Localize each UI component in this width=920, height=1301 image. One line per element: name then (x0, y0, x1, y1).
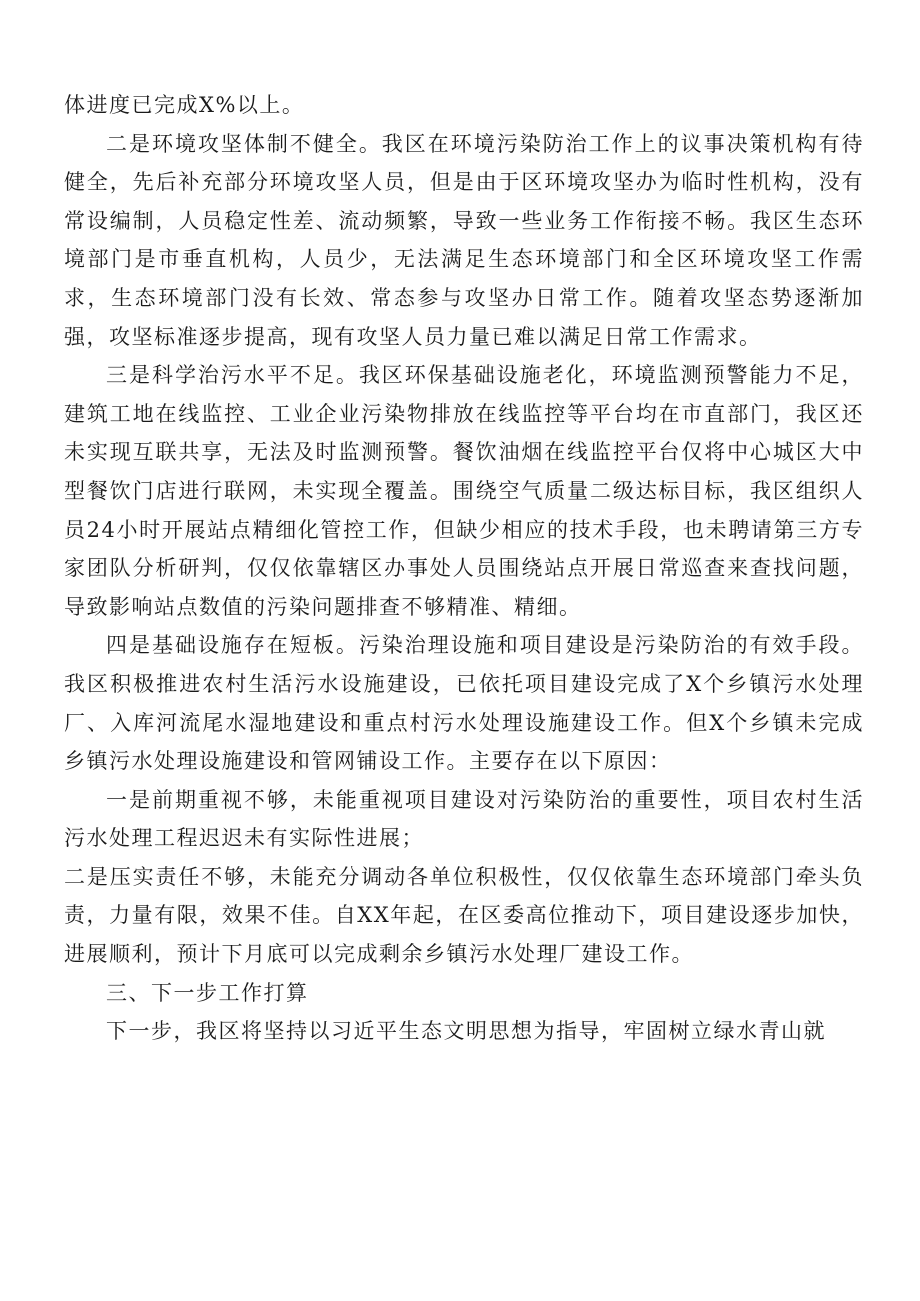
paragraph-scientific-pollution-control: 三是科学治污水平不足。我区环保基础设施老化，环境监测预警能力不足，建筑工地在线监控、工业企业污染物排放在线监控等平台均在市直部门，我区还未实现互联共享，无法及时监测预警。餐饮油烟在线监控平台仅将中心城区大中型餐饮门店进行联网，未实现全覆盖。围绕空气质量二级达标目标，我区组织人员24小时开展站点精细化管控工作，但缺少相应的技术手段，也未聘请第三方专家团队分析研判，仅仅依靠辖区办事处人员围绕站点开展日常巡查来查找问题，导致影响站点数值的污染问题排查不够精准、精细。 (64, 363, 864, 619)
document-body (64, 86, 864, 1051)
paragraph-continuation: 体进度已完成X%以上。 (64, 93, 305, 117)
paragraph-environment-system: 二是环境攻坚体制不健全。我区在环境污染防治工作上的议事决策机构有待健全，先后补充部分环境攻坚人员，但是由于区环境攻坚办为临时性机构，没有常设编制，人员稳定性差、流动频繁，导致一些业务工作衔接不畅。我区生态环境部门是市垂直机构，人员少，无法满足生态环境部门和全区环境攻坚工作需求，生态环境部门没有长效、常态参与攻坚办日常工作。随着攻坚态势逐渐加强，攻坚标准逐步提高，现有攻坚人员力量已难以满足日常工作需求。 (64, 131, 864, 349)
paragraph-next-steps: 下一步，我区将坚持以习近平生态文明思想为指导，牢固树立绿水青山就 (106, 1019, 826, 1044)
paragraph-infrastructure-shortfall: 四是基础设施存在短板。污染治理设施和项目建设是污染防治的有效手段。我区积极推进农村生活污水设施建设，已依托项目建设完成了X个乡镇污水处理厂、入库河流尾水湿地建设和重点村污水处理设施建设工作。但X个乡镇未完成乡镇污水处理设施建设和管网铺设工作。主要存在以下原因： (64, 633, 864, 774)
paragraph-reason-one: 一是前期重视不够，未能重视项目建设对污染防治的重要性，项目农村生活污水处理工程迟迟未有实际性进展； (64, 787, 864, 851)
section-heading-next-steps: 三、下一步工作打算 (106, 980, 309, 1005)
paragraph-reason-two: 二是压实责任不够，未能充分调动各单位积极性，仅仅依靠生态环境部门牵头负责，力量有限，效果不佳。自XX年起，在区委高位推动下，项目建设逐步加快，进展顺利，预计下月底可以完成剩余乡镇污水处理厂建设工作。 (64, 864, 864, 967)
